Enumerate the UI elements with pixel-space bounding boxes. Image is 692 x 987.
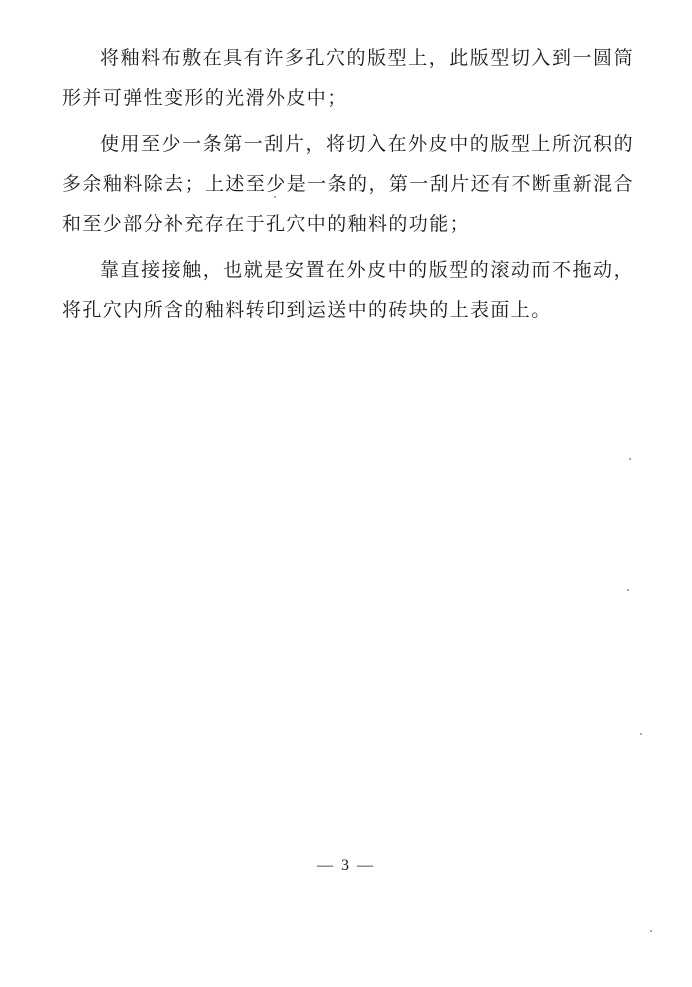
paragraph-3: 靠直接接触，也就是安置在外皮中的版型的滚动而不拖动，将孔穴内所含的釉料转印到运送中的砖块的上表面上。 <box>62 259 634 321</box>
paragraph-1: 将釉料布敷在具有许多孔穴的版型上，此版型切入到一圆筒形并可弹性变形的光滑外皮中； <box>62 47 634 109</box>
scan-speck <box>274 196 276 198</box>
paragraph-2: 使用至少一条第一刮片，将切入在外皮中的版型上所沉积的多余釉料除去；上述至少是一条的，第一刮片还有不断重新混合和至少部分补充存在于孔穴中的釉料的功能； <box>62 133 634 235</box>
page-number: — 3 — <box>317 857 375 874</box>
scan-speck <box>627 589 629 591</box>
scan-speck <box>629 458 631 460</box>
body-text <box>62 38 634 336</box>
scan-speck <box>650 930 652 932</box>
scan-speck <box>640 733 642 735</box>
